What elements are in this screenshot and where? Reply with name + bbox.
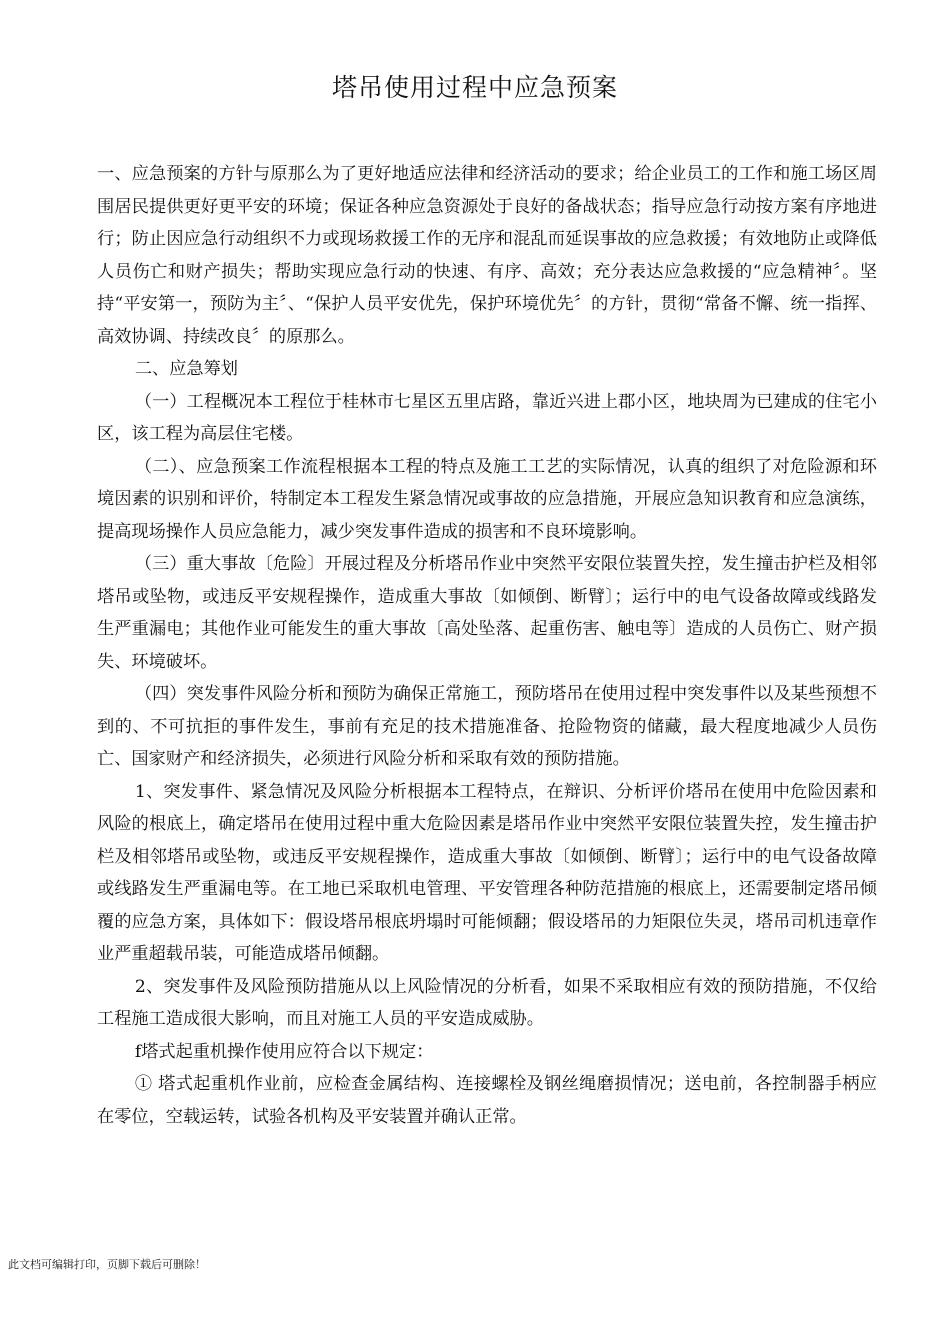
paragraph-project-overview: （一）工程概况本工程位于桂林市七星区五里店路，靠近兴进上郡小区，地块周为已建成的住宅小区，该工程为高层住宅楼。: [97, 391, 877, 444]
footer-note: 此文档可编辑打印，页脚下载后可删除！: [8, 1258, 206, 1271]
paragraph-major-accident: （三）重大事故〔危险〕开展过程及分析塔吊作业中突然平安限位装置失控，发生撞击护栏及相邻塔吊或坠物，或违反平安规程操作，造成重大事故〔如倾倒、断臂〕；运行中的电气设备故障或线路发生严重漏电；其他作业可能发生的重大事故〔高处坠落、起重伤害、触电等〕造成的人员伤亡、财产损失、环境破坏。: [97, 554, 877, 672]
paragraph-principles: 一、应急预案的方针与原那么为了更好地适应法律和经济活动的要求；给企业员工的工作和施工场区周围居民提供更好更平安的环境；保证各种应急资源处于良好的备战状态；指导应急行动按方案有序地进行；防止因应急行动组织不力或现场救援工作的无序和混乱而延误事故的应急救援；有效地防止或降低人员伤亡和财产损失；帮助实现应急行动的快速、有序、高效；充分表达应急救援的“应急精神〞。坚持“平安第一，预防为主〞、“保护人员平安优先，保护环境优先〞的方针，贯彻“常备不懈、统一指挥、高效协调、持续改良〞的原那么。: [97, 164, 877, 347]
paragraph-risk-analysis: （四）突发事件风险分析和预防为确保正常施工，预防塔吊在使用过程中突发事件以及某些预想不到的、不可抗拒的事件发生，事前有充足的技术措施准备、抢险物资的储藏，最大程度地减少人员伤亡、国家财产和经济损失，必须进行风险分析和采取有效的预防措施。: [97, 684, 877, 769]
paragraph-workflow: （二）、应急预案工作流程根据本工程的特点及施工工艺的实际情况，认真的组织了对危险源和环境因素的识别和评价，特制定本工程发生紧急情况或事故的应急措施，开展应急知识教育和应急演练，提高现场操作人员应急能力，减少突发事件造成的损害和不良环境影响。: [97, 456, 877, 542]
paragraph-emergency-situations: 1、突发事件、紧急情况及风险分析根据本工程特点，在辩识、分析评价塔吊在使用中危险因素和风险的根底上，确定塔吊在使用过程中重大危险因素是塔吊作业中突然平安限位装置失控，发生撞击护栏及相邻塔吊或坠物，或违反平安规程操作，造成重大事故〔如倾倒、断臂〕；运行中的电气设备故障或线路发生严重漏电等。在工地已采取机电管理、平安管理各种防范措施的根底上，还需要制定塔吊倾覆的应急方案，具体如下：假设塔吊根底坍塌时可能倾翻；假设塔吊的力矩限位失灵，塔吊司机违章作业严重超载吊装，可能造成塔吊倾翻。: [97, 781, 877, 964]
paragraph-emergency-planning-heading: 二、应急筹划: [134, 359, 238, 379]
paragraph-prevention-measures: 2、突发事件及风险预防措施从以上风险情况的分析看，如果不采取相应有效的预防措施，不仅给工程施工造成很大影响，而且对施工人员的平安造成威胁。: [97, 976, 877, 1029]
document-title: 塔吊使用过程中应急预案: [331, 73, 618, 102]
document-body: [97, 158, 877, 1133]
paragraph-crane-rules-heading: f塔式起重机操作使用应符合以下规定：: [134, 1041, 434, 1062]
paragraph-rule-1: ① 塔式起重机作业前，应检查金属结构、连接螺栓及钢丝绳磨损情况；送电前，各控制器手柄应在零位，空载运转，试验各机构及平安装置并确认正常。: [97, 1074, 877, 1127]
